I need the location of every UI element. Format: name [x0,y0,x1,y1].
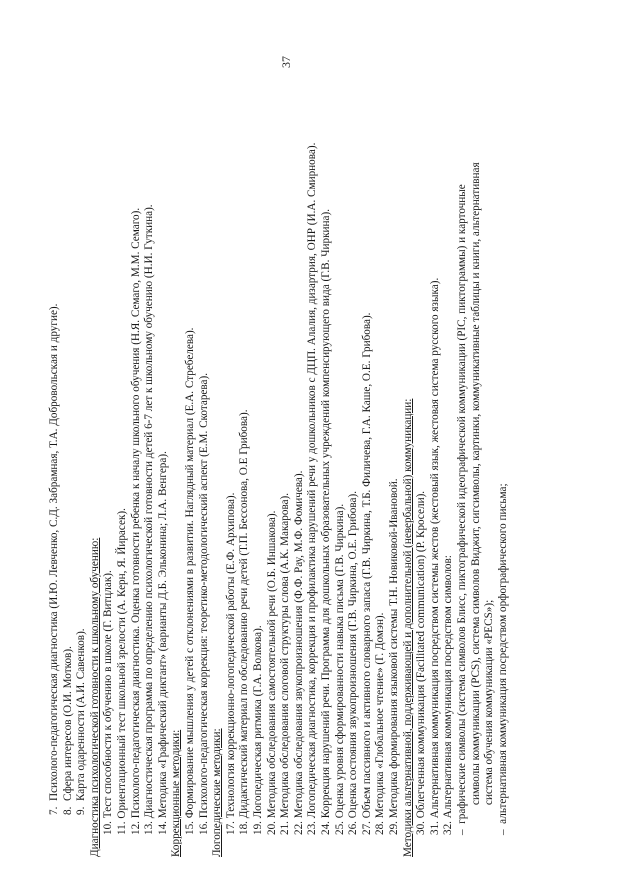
text-line: 15. Формирование мышления у детей с отклонениями в развитии. Наглядный материал (Е.А. Стребелева). [184,327,196,835]
text-line: 20. Методика обследования самостоятельной речи (О.Б. Иншакова). [265,510,278,835]
text-line: 8. Сфера интересов (О.И. Мотков). [61,646,74,815]
text-line: 16. Психолого-педагогическая коррекция: теоретико-методологический аспект (Е.М. Скотарева). [197,372,210,835]
section-heading: Методики альтернативной, поддерживающей и дополнительной (невербальной) коммуникации: [401,398,414,857]
text-line: 19. Логопедическая ритмика (Г.А. Волкова). [252,625,264,835]
text-line: 9. Карта одаренности (А.И. Савенков). [75,628,88,815]
text-line: 27. Объем пассивного и активного словарного запаса (Г.В. Чиркина, Т.Б. Филичева, Г.А. Каше, О.Е. Грибова). [360,312,373,835]
text-line: 14. Методика «Графический диктант» (варианты Д.Б. Эльконина; Л.А. Венгера). [156,451,169,835]
text-line: 13. Диагностическая программа по определению психологической готовности детей 6-7 лет к школьному обучению (Н.И. Гуткина). [143,204,156,835]
text-line: система обучения коммуникации «PECS»); [483,599,496,805]
rotated-text-block [40,37,600,857]
section-heading: Логопедические методики: [211,728,224,857]
text-line: 18. Дидактический материал по обследованию речи детей (Т.П. Бессонова, О.Е Грибова). [238,409,251,835]
text-line: 17. Технология коррекционно-логопедической работы (Е.Ф. Архипова). [224,492,237,835]
text-line: 21. Методика обследования слоговой структуры слова (А.К. Макарова). [279,492,292,835]
text-line: 12. Психолого-педагогическая диагностика. Оценка готовности ребенка к началу школьного обучения (Н.Я. Семаго, М.М. Семаго). [129,207,142,835]
section-heading: Диагностика психологической готовности к школьному обучению: [88,537,101,857]
text-line: символы коммуникации (PCS), система символов Виджит, сигсимволы, картинки, коммуникативные таблицы и книги, альтернативная [469,162,482,805]
text-line: 25. Оценка уровня сформированности навыка письма (Г.В. Чиркина). [333,503,346,835]
text-line: 10. Тест способности к обучению в школе (Г. Витцлак). [102,570,115,835]
text-line: 32. Альтернативная коммуникация посредством символов: [442,555,455,835]
section-heading: Коррекционные методики: [170,729,183,857]
text-line: – альтернативная коммуникация посредством орфографического письма; [496,483,509,835]
text-line: 7. Психолого-педагогическая диагностика (И.Ю. Левченко, С.Д. Забрамная, Т.А. Добровольская и другие). [48,303,60,815]
text-line: 30. Облегченная коммуникация (Facilitated communication) (Р. Кросели). [415,490,428,835]
text-line: 24. Коррекция нарушений речи. Программа для дошкольных образовательных учреждений компенсирующего вида (Г.В. Чиркина). [320,209,332,835]
text-line: 28. Методика «Глобальное чтение» (Г. Домэн). [374,612,387,835]
text-line: 11. Ориентационный тест школьной зрелости (А. Керн, Я. Йирасек). [116,508,128,835]
page-number: 37 [279,56,293,68]
text-line: 29. Методика формирования языковой системы Т.Н. Новиковой-Ивановой. [388,478,400,835]
text-line: – графические символы (система символов Блисс, пиктографической идеографической коммуникации (PIC, пиктограммы) и карточные [456,184,468,835]
text-line: 31. Альтернативная коммуникация посредством системы жестов (жестовый язык, жестовая система русского языка). [428,277,441,835]
text-line: 26. Оценка состояния звукопроизношения (Г.В. Чиркина, О.Е. Грибова). [347,490,360,835]
text-line: 23. Логопедическая диагностика, коррекция и профилактика нарушений речи у дошкольников с ДЦП. Алалия, дизартрия, ОНР (И.А. Смирнова). [306,142,319,835]
text-line: 22. Методика обследования звукопроизношения (Ф.Ф. Рау, М.Ф. Фомичева). [292,470,305,835]
